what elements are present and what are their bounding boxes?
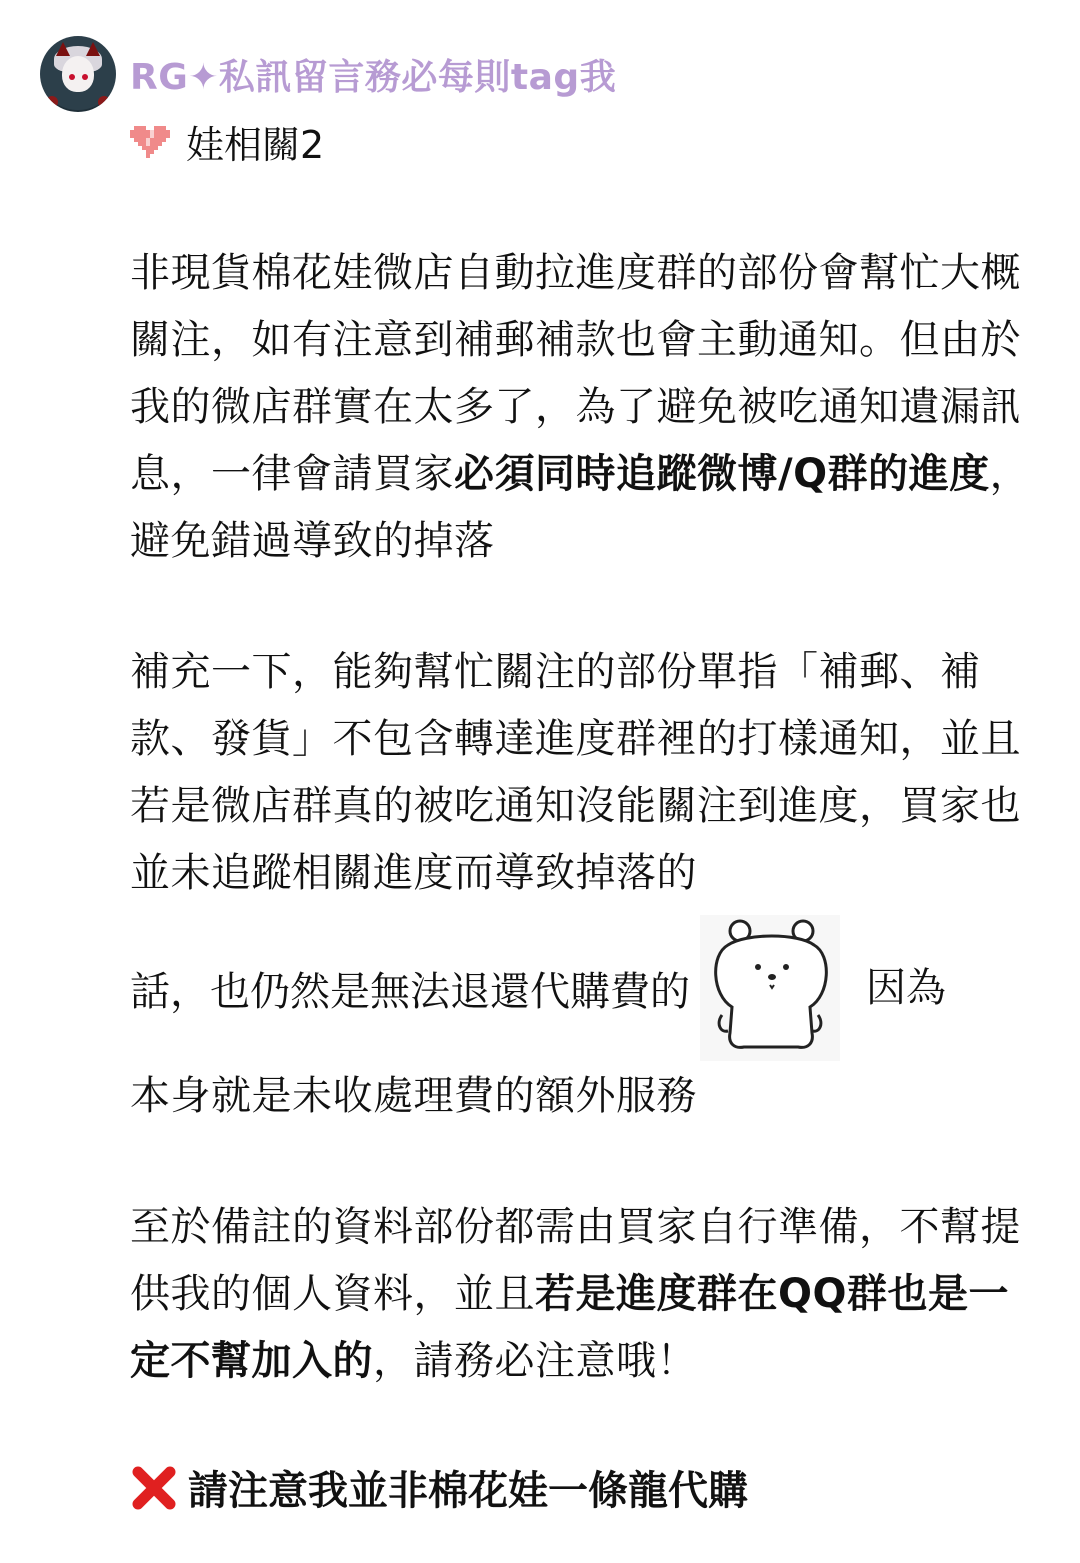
warning-text: 請注意我並非棉花娃一條龍代購 (188, 1468, 748, 1514)
paragraph-2-because: 因為 (866, 964, 946, 1011)
post-title (130, 114, 324, 169)
avatar[interactable] (40, 36, 116, 112)
post-title-text: 娃相關2 (186, 123, 325, 167)
emphasis-text: 必須同時追蹤微博/Q群的進度 (454, 451, 990, 497)
emphasis-text: 若是進度群在QQ群也是一定不幫加入的 (130, 1271, 1010, 1384)
post-body (130, 240, 1040, 1516)
pixel-heart-icon (130, 117, 174, 167)
post-header (40, 36, 616, 112)
paragraph-1: 非現貨棉花娃微店自動拉進度群的部份會幫忙大概關注，如有注意到補郵補款也會主動通知。但由於我的微店群實在太多了，為了避免被吃通知遺漏訊息，一律會請買家必須同時追蹤微博/Q群的進度，避免錯過導致的掉落 (130, 250, 1031, 564)
paragraph-3: 至於備註的資料部份都需由買家自行準備，不幫提供我的個人資料，並且若是進度群在QQ群也是一定不幫加入的，請務必注意哦！ (130, 1204, 1021, 1384)
paragraph-2-end: 本身就是未收處理費的額外服務 (130, 1073, 697, 1119)
red-cross-icon (130, 1464, 178, 1512)
paragraph-2-continued: 話，也仍然是無法退還代購費的 (130, 968, 690, 1015)
bear-sticker (700, 915, 840, 1061)
username[interactable]: RG✦私訊留言務必每則tag我 (130, 56, 617, 98)
warning-line (130, 1459, 1040, 1516)
paragraph-2: 補充一下，能夠幫忙關注的部份單指「補郵、補款、發貨」不包含轉達進度群裡的打樣通知，並且若是微店群真的被吃通知沒能關注到進度，買家也並未追蹤相關進度而導致掉落的 (130, 649, 1021, 896)
bear-line (130, 913, 1040, 1063)
